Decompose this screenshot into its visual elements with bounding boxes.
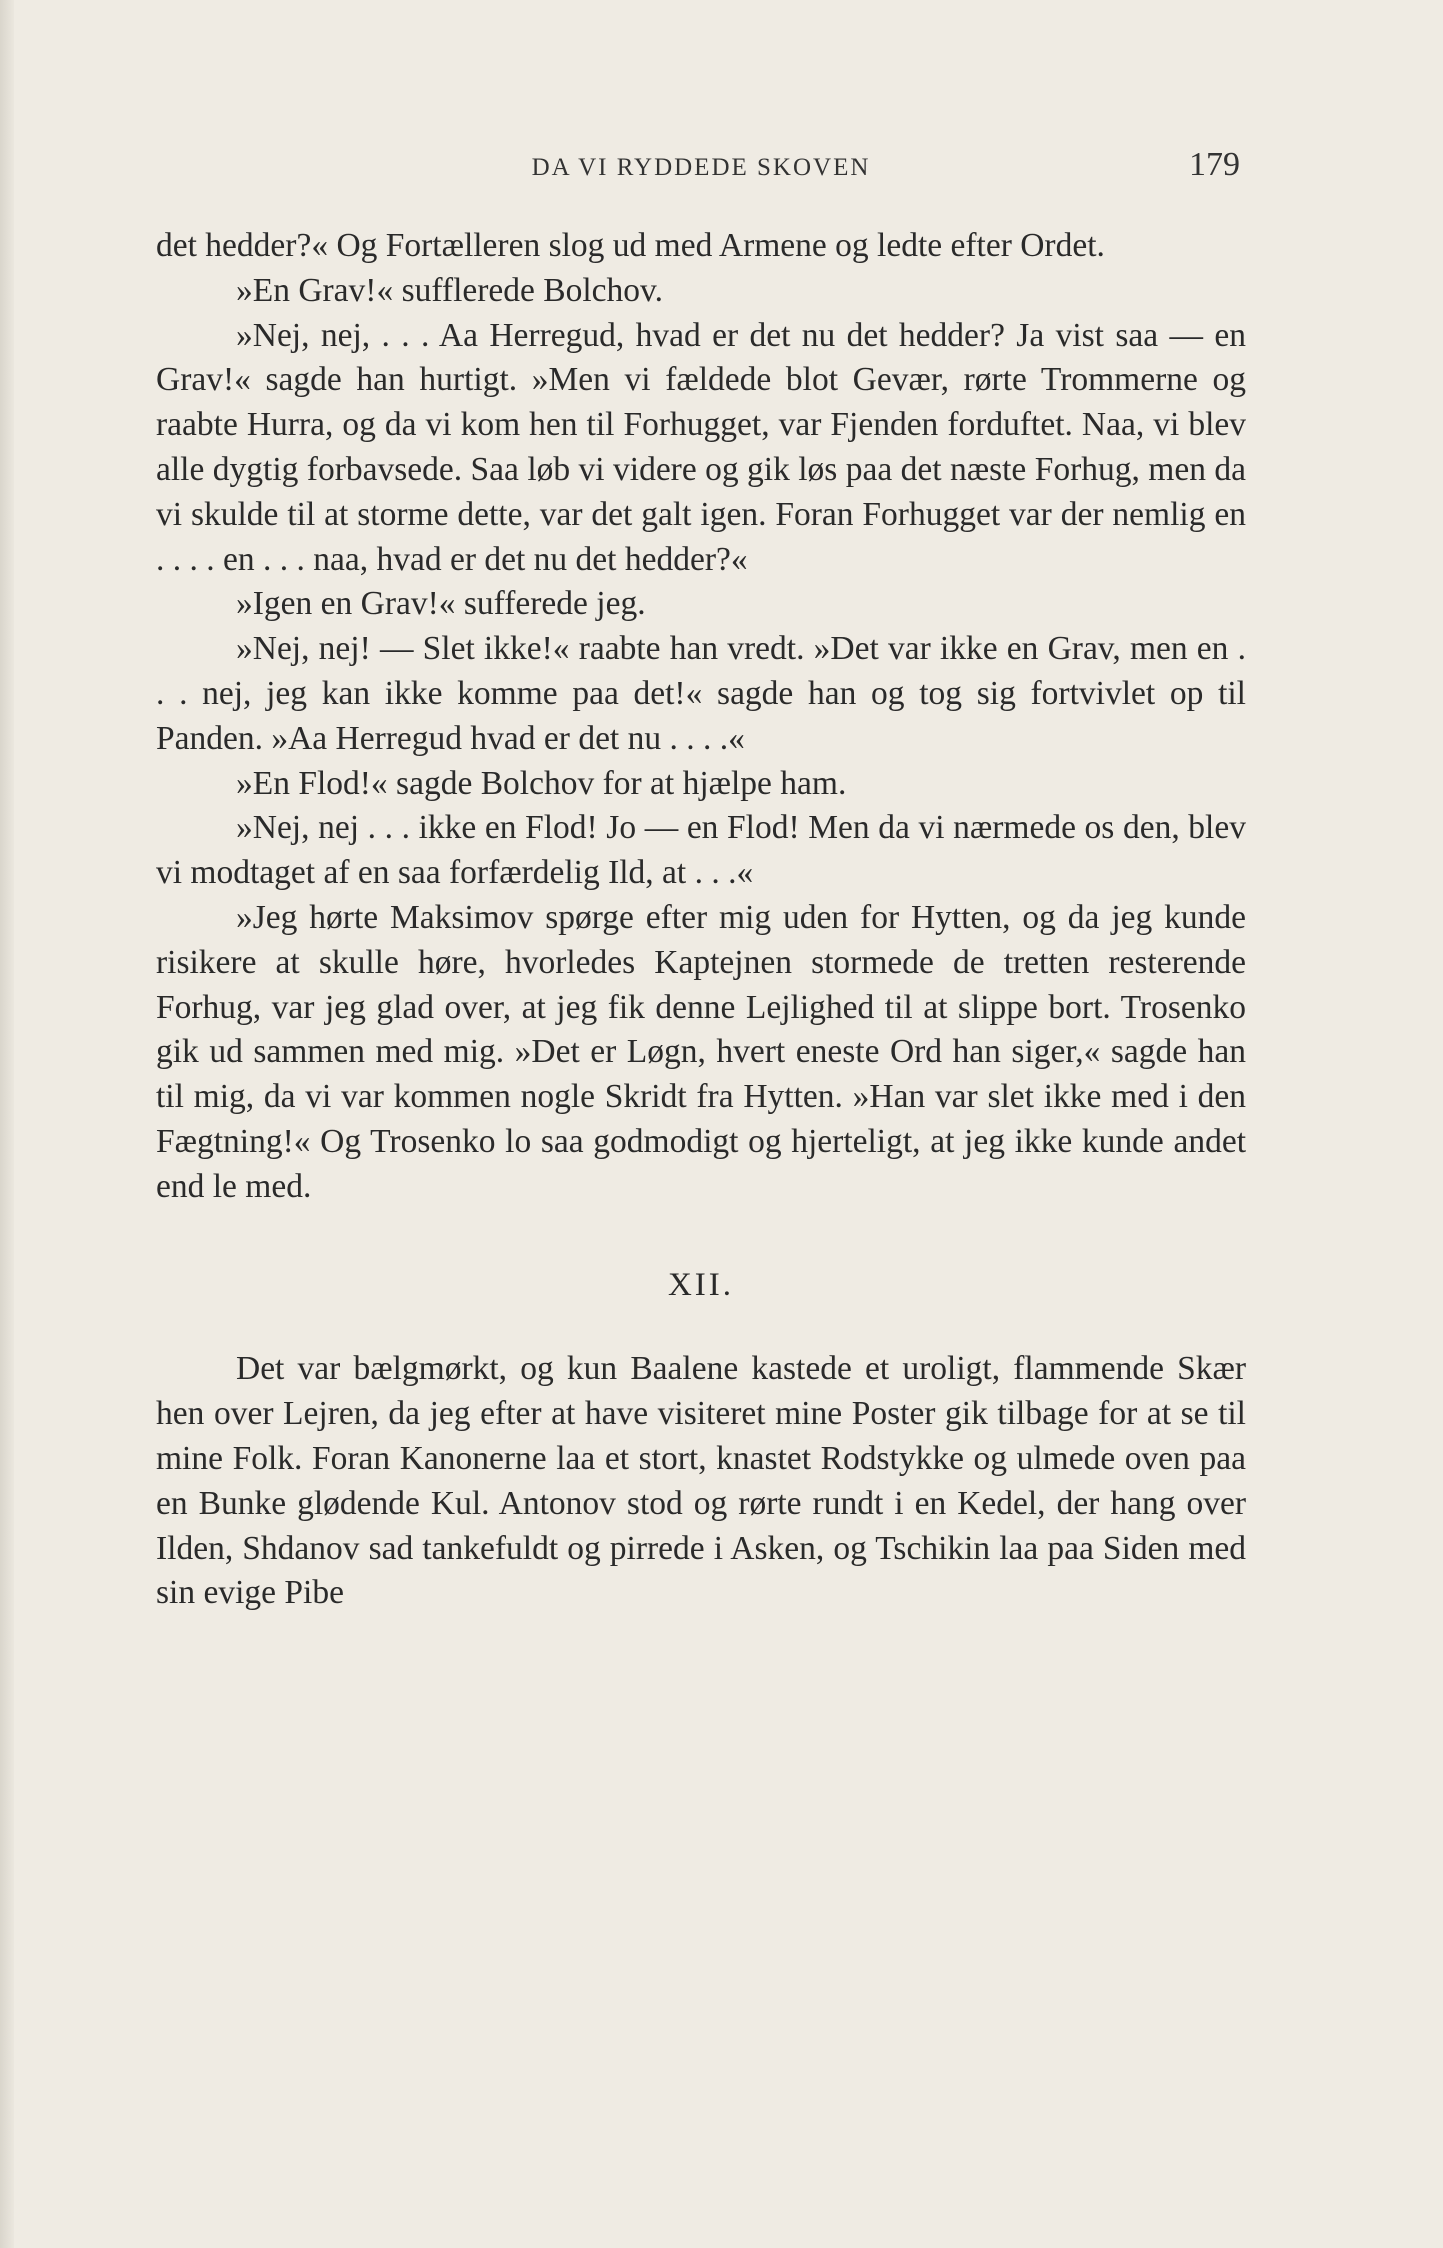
paragraph: Det var bælgmørkt, og kun Baalene kastede et uroligt, flammende Skær hen over Lejren, da jeg efter at have visiteret mine Poster gik tilbage for at se til mine Folk. Foran Kanonerne laa et stort, knastet Rodstykke og ulmede oven paa en Bunke glødende Kul. Antonov stod og rørte rundt i en Kedel, der hang over Ilden, Shdanov sad tankefuldt og pirrede i Asken, og Tschikin laa paa Siden med sin evige Pibe	[156, 1350, 1246, 1612]
paragraph: »Nej, nej . . . ikke en Flod! Jo — en Flod! Men da vi nærmede os den, blev vi modtaget af en saa forfærdelig Ild, at . . .«	[156, 809, 1246, 892]
paragraph: »En Flod!« sagde Bolchov for at hjælpe ham.	[236, 764, 847, 802]
paragraph: »Jeg hørte Maksimov spørge efter mig uden for Hytten, og da jeg kunde risikere at skulle høre, hvorledes Kaptejnen stormede de tretten resterende Forhug, var jeg glad over, at jeg fik denne Lejlighed til at slippe bort. Trosenko gik ud sammen med mig. »Det er Løgn, hvert eneste Ord han siger,« sagde han til mig, da vi var kommen nogle Skridt fra Hytten. »Han var slet ikke med i den Fægtning!« Og Trosenko lo saa godmodigt og hjerteligt, at jeg ikke kunde andet end le med.	[156, 898, 1246, 1205]
paragraph: »Igen en Grav!« sufferede jeg.	[236, 585, 646, 623]
running-title: DA VI RYDDEDE SKOVEN	[531, 154, 871, 181]
chapter-heading: XII.	[667, 1266, 735, 1303]
paragraph: det hedder?« Og Fortælleren slog ud med Armene og ledte efter Ordet.	[156, 227, 1105, 264]
body-text	[156, 224, 1246, 1616]
running-head	[156, 146, 1246, 190]
paragraph: »Nej, nej! — Slet ikke!« raabte han vredt. »Det var ikke en Grav, men en . . . nej, jeg kan ikke komme paa det!« sagde han og tog sig fortvivlet op til Panden. »Aa Herregud hvad er det nu . . . .«	[156, 630, 1246, 757]
page-number: 179	[1189, 146, 1240, 183]
paragraph: »Nej, nej, . . . Aa Herregud, hvad er det nu det hedder? Ja vist saa — en Grav!« sagde han hurtigt. »Men vi fældede blot Gevær, rørte Trommerne og raabte Hurra, og da vi kom hen til Forhugget, var Fjenden forduftet. Naa, vi blev alle dygtig forbavsede. Saa løb vi videre og gik løs paa det næste Forhug, men da vi skulde til at storme dette, var det galt igen. Foran Forhugget var der nemlig en . . . . en . . . naa, hvad er det nu det hedder?«	[156, 316, 1246, 578]
page-edge	[0, 0, 14, 2248]
paragraph: »En Grav!« sufflerede Bolchov.	[236, 271, 663, 309]
